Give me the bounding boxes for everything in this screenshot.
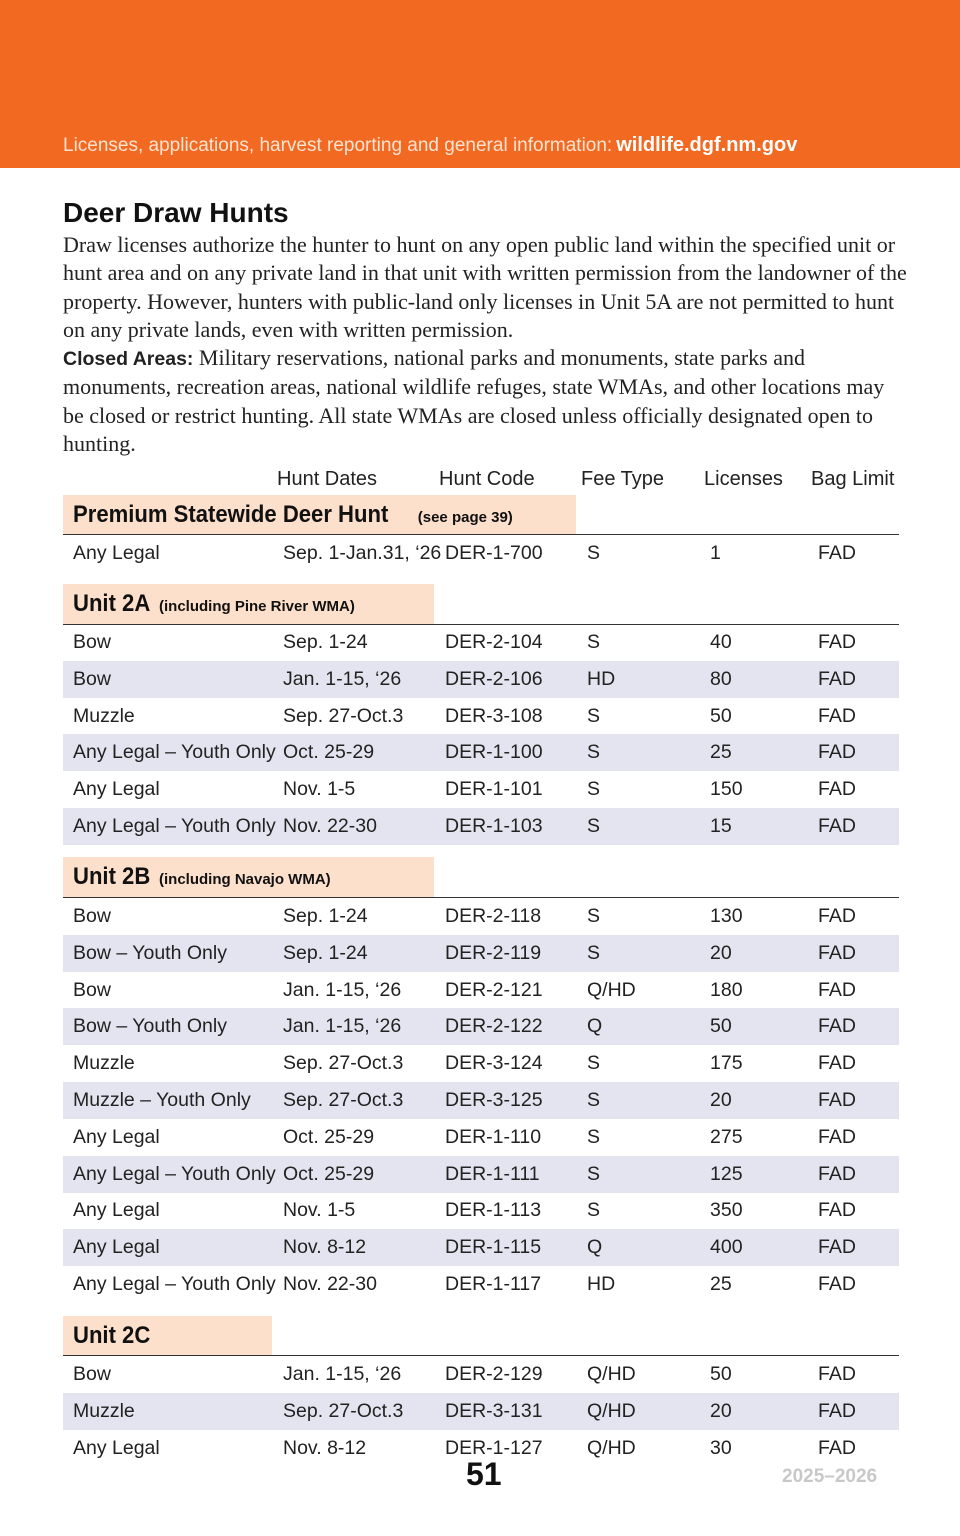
- fee-type-cell: HD: [587, 667, 616, 690]
- fee-type-cell: Q/HD: [587, 1363, 636, 1385]
- fee-type-cell: S: [587, 778, 601, 801]
- bag-limit-cell: FAD: [818, 1399, 856, 1422]
- hunt-category-cell: Any Legal: [73, 1236, 160, 1259]
- section-note: (including Pine River WMA): [159, 598, 355, 615]
- hunt-code-cell: DER-1-700: [445, 542, 543, 564]
- licenses-cell: 20: [710, 1089, 732, 1111]
- section-note: (including Navajo WMA): [159, 871, 331, 888]
- bag-limit-cell: FAD: [818, 1052, 856, 1075]
- fee-type-cell: Q/HD: [587, 1399, 636, 1422]
- hunt-dates-cell: Nov. 22-30: [283, 1273, 377, 1295]
- fee-type-cell: S: [587, 1052, 601, 1075]
- season-years: 2025–2026: [782, 1466, 878, 1487]
- licenses-cell: 50: [710, 1015, 732, 1038]
- bag-limit-cell: FAD: [818, 704, 856, 727]
- licenses-cell: 20: [710, 941, 732, 964]
- hunt-category-cell: Any Legal: [73, 1125, 160, 1148]
- section-header: [63, 1316, 272, 1356]
- licenses-cell: 125: [710, 1162, 743, 1185]
- website-link[interactable]: wildlife.dgf.nm.gov: [616, 134, 798, 156]
- hunt-category-cell: Any Legal – Youth Only: [73, 1273, 276, 1295]
- bag-limit-cell: FAD: [818, 542, 856, 564]
- hunt-category-cell: Bow – Youth Only: [73, 1015, 227, 1038]
- hunt-category-cell: Bow: [73, 978, 111, 1001]
- fee-type-cell: S: [587, 741, 601, 764]
- section-name: Unit 2C: [73, 1322, 151, 1349]
- hunt-dates-cell: Jan. 1-15, ‘26: [283, 667, 402, 690]
- bag-limit-cell: FAD: [818, 1125, 856, 1148]
- table-row: [63, 972, 899, 1009]
- licenses-cell: 25: [710, 741, 732, 764]
- table-row: [63, 1266, 899, 1303]
- table-row: [63, 535, 899, 572]
- hunt-category-cell: Bow: [73, 631, 111, 653]
- fee-type-cell: S: [587, 815, 601, 837]
- table-row: [63, 1008, 899, 1045]
- section-name: Unit 2B: [73, 863, 151, 890]
- hunt-category-cell: Any Legal: [73, 1436, 160, 1459]
- table-row: [63, 624, 899, 661]
- fee-type-cell: Q/HD: [587, 1436, 636, 1459]
- hunt-code-cell: DER-1-115: [445, 1236, 542, 1259]
- hunt-code-cell: DER-2-119: [445, 941, 542, 964]
- fee-type-cell: S: [587, 1162, 601, 1185]
- hunt-dates-cell: Nov. 8-12: [283, 1436, 367, 1459]
- licenses-cell: 50: [710, 704, 732, 727]
- hunt-code-cell: DER-1-113: [445, 1199, 542, 1222]
- bag-limit-cell: FAD: [818, 1273, 856, 1295]
- licenses-cell: 1: [710, 542, 721, 564]
- table-row: [63, 698, 899, 735]
- hunt-code-cell: DER-1-111: [445, 1162, 540, 1185]
- column-header-hunt-dates: Hunt Dates: [277, 468, 378, 490]
- bag-limit-cell: FAD: [818, 905, 856, 927]
- hunt-code-cell: DER-1-100: [445, 741, 543, 764]
- licenses-cell: 400: [710, 1236, 743, 1259]
- bag-limit-cell: FAD: [818, 631, 856, 653]
- hunt-category-cell: Any Legal: [73, 542, 160, 564]
- section-note: (see page 39): [417, 509, 513, 526]
- section-header: [63, 857, 434, 897]
- hunt-category-cell: Muzzle: [73, 1399, 135, 1422]
- hunt-dates-cell: Sep. 27-Oct.3: [283, 1089, 404, 1111]
- hunt-dates-cell: Sep. 1-24: [283, 631, 368, 653]
- hunt-code-cell: DER-1-101: [445, 778, 543, 801]
- bag-limit-cell: FAD: [818, 978, 856, 1001]
- hunt-code-cell: DER-3-108: [445, 704, 543, 727]
- column-header-licenses: Licenses: [704, 468, 783, 490]
- hunt-category-cell: Any Legal – Youth Only: [73, 1162, 276, 1185]
- bag-limit-cell: FAD: [818, 1089, 856, 1111]
- table-row: [63, 661, 899, 698]
- hunt-dates-cell: Sep. 27-Oct.3: [283, 1052, 404, 1075]
- intro-paragraph: Draw licenses authorize the hunter to hunt on any open public land within the specified unit or hunt area and on any private land in that unit with written permission from the landowner of the property. However, hunters with public-land only licenses in Unit 5A are not permitted to hunt on any private lands, even with written permission.: [63, 232, 907, 342]
- closed-areas-text: Military reservations, national parks and monuments, state parks and monuments, recreation areas, national wildlife refuges, state WMAs, and other locations may be closed or restrict hunting. All state WMAs are closed unless officially designated open to hunting.: [63, 345, 885, 457]
- hunt-code-cell: DER-2-118: [445, 905, 542, 927]
- hunt-dates-cell: Nov. 1-5: [283, 778, 356, 801]
- licenses-cell: 275: [710, 1125, 743, 1148]
- section-header: [63, 584, 434, 624]
- hunt-code-cell: DER-2-104: [445, 631, 543, 653]
- section-name: Premium Statewide Deer Hunt: [73, 501, 389, 528]
- licenses-cell: 30: [710, 1436, 732, 1459]
- hunt-code-cell: DER-1-117: [445, 1273, 542, 1295]
- hunt-dates-cell: Sep. 27-Oct.3: [283, 704, 404, 727]
- hunt-dates-cell: Nov. 8-12: [283, 1236, 367, 1259]
- hunt-code-cell: DER-2-122: [445, 1015, 543, 1038]
- hunt-dates-cell: Jan. 1-15, ‘26: [283, 978, 402, 1001]
- hunt-dates-cell: Nov. 1-5: [283, 1199, 356, 1222]
- bag-limit-cell: FAD: [818, 667, 856, 690]
- bag-limit-cell: FAD: [818, 815, 856, 837]
- fee-type-cell: S: [587, 1125, 601, 1148]
- hunt-code-cell: DER-1-103: [445, 815, 543, 837]
- hunt-code-cell: DER-2-106: [445, 667, 543, 690]
- hunt-code-cell: DER-1-127: [445, 1436, 543, 1459]
- hunt-code-cell: DER-2-129: [445, 1363, 543, 1385]
- header-info: [63, 134, 797, 157]
- bag-limit-cell: FAD: [818, 1199, 856, 1222]
- hunt-code-cell: DER-3-131: [445, 1399, 543, 1422]
- fee-type-cell: S: [587, 941, 601, 964]
- table-row: [63, 734, 899, 771]
- licenses-cell: 20: [710, 1399, 732, 1422]
- hunt-category-cell: Bow: [73, 667, 111, 690]
- table-row: [63, 1393, 899, 1430]
- page-number: 51: [466, 1456, 502, 1492]
- bag-limit-cell: FAD: [818, 741, 856, 764]
- licenses-cell: 175: [710, 1052, 743, 1075]
- hunt-dates-cell: Sep. 1-Jan.31, ‘26: [283, 542, 442, 564]
- bag-limit-cell: FAD: [818, 778, 856, 801]
- hunt-code-cell: DER-2-121: [445, 978, 543, 1001]
- hunt-category-cell: Bow – Youth Only: [73, 941, 227, 964]
- closed-areas-label: Closed Areas:: [63, 348, 194, 371]
- hunt-category-cell: Any Legal: [73, 778, 160, 801]
- fee-type-cell: S: [587, 542, 601, 564]
- hunt-category-cell: Muzzle: [73, 704, 135, 727]
- hunt-category-cell: Muzzle – Youth Only: [73, 1089, 251, 1111]
- bag-limit-cell: FAD: [818, 1363, 856, 1385]
- licenses-cell: 130: [710, 905, 743, 927]
- fee-type-cell: S: [587, 704, 601, 727]
- hunt-category-cell: Bow: [73, 905, 111, 927]
- hunt-category-cell: Any Legal – Youth Only: [73, 741, 276, 764]
- table-row: [63, 1082, 899, 1119]
- licenses-cell: 350: [710, 1199, 743, 1222]
- licenses-cell: 25: [710, 1273, 732, 1295]
- fee-type-cell: S: [587, 1199, 601, 1222]
- licenses-cell: 40: [710, 631, 732, 653]
- table-row: [63, 1045, 899, 1082]
- fee-type-cell: Q: [587, 1236, 603, 1259]
- licenses-cell: 150: [710, 778, 743, 801]
- hunt-dates-cell: Oct. 25-29: [283, 741, 375, 764]
- hunt-category-cell: Any Legal: [73, 1199, 160, 1222]
- hunt-category-cell: Muzzle: [73, 1052, 135, 1075]
- table-row: [63, 1229, 899, 1266]
- hunt-category-cell: Bow: [73, 1363, 111, 1385]
- hunt-dates-cell: Sep. 1-24: [283, 905, 368, 927]
- bag-limit-cell: FAD: [818, 1236, 856, 1259]
- table-row: [63, 1156, 899, 1193]
- table-row: [63, 1119, 899, 1156]
- fee-type-cell: S: [587, 631, 601, 653]
- fee-type-cell: Q/HD: [587, 978, 636, 1001]
- bag-limit-cell: FAD: [818, 1436, 856, 1459]
- intro-text: [63, 231, 908, 458]
- hunt-dates-cell: Sep. 1-24: [283, 941, 368, 964]
- fee-type-cell: S: [587, 1089, 601, 1111]
- column-header-bag-limit: Bag Limit: [811, 468, 895, 490]
- bag-limit-cell: FAD: [818, 1015, 856, 1038]
- hunt-code-cell: DER-3-125: [445, 1089, 543, 1111]
- table-row: [63, 771, 899, 808]
- table-row: [63, 1192, 899, 1229]
- hunt-dates-cell: Jan. 1-15, ‘26: [283, 1363, 402, 1385]
- section-header: [63, 495, 576, 535]
- licenses-cell: 180: [710, 978, 743, 1001]
- hunt-dates-cell: Oct. 25-29: [283, 1125, 375, 1148]
- hunt-code-cell: DER-3-124: [445, 1052, 543, 1075]
- hunt-code-cell: DER-1-110: [445, 1125, 542, 1148]
- column-header-hunt-code: Hunt Code: [439, 468, 535, 490]
- closed-areas-paragraph: [63, 344, 908, 458]
- hunt-dates-cell: Oct. 25-29: [283, 1162, 375, 1185]
- table-row: [63, 898, 899, 935]
- header-info-text: Licenses, applications, harvest reporting and general information:: [63, 135, 613, 156]
- section-name: Unit 2A: [73, 590, 151, 617]
- table-row: [63, 935, 899, 972]
- fee-type-cell: Q: [587, 1015, 603, 1038]
- page-title: Deer Draw Hunts: [63, 197, 289, 228]
- hunt-dates-cell: Sep. 27-Oct.3: [283, 1399, 404, 1422]
- column-header-fee-type: Fee Type: [581, 468, 665, 490]
- hunt-dates-cell: Jan. 1-15, ‘26: [283, 1015, 402, 1038]
- table-row: [63, 1356, 899, 1393]
- table-row: [63, 808, 899, 845]
- licenses-cell: 50: [710, 1363, 732, 1385]
- bag-limit-cell: FAD: [818, 941, 856, 964]
- hunt-category-cell: Any Legal – Youth Only: [73, 815, 276, 837]
- fee-type-cell: S: [587, 905, 601, 927]
- licenses-cell: 80: [710, 667, 732, 690]
- hunt-dates-cell: Nov. 22-30: [283, 815, 377, 837]
- fee-type-cell: HD: [587, 1273, 616, 1295]
- licenses-cell: 15: [710, 815, 732, 837]
- bag-limit-cell: FAD: [818, 1162, 856, 1185]
